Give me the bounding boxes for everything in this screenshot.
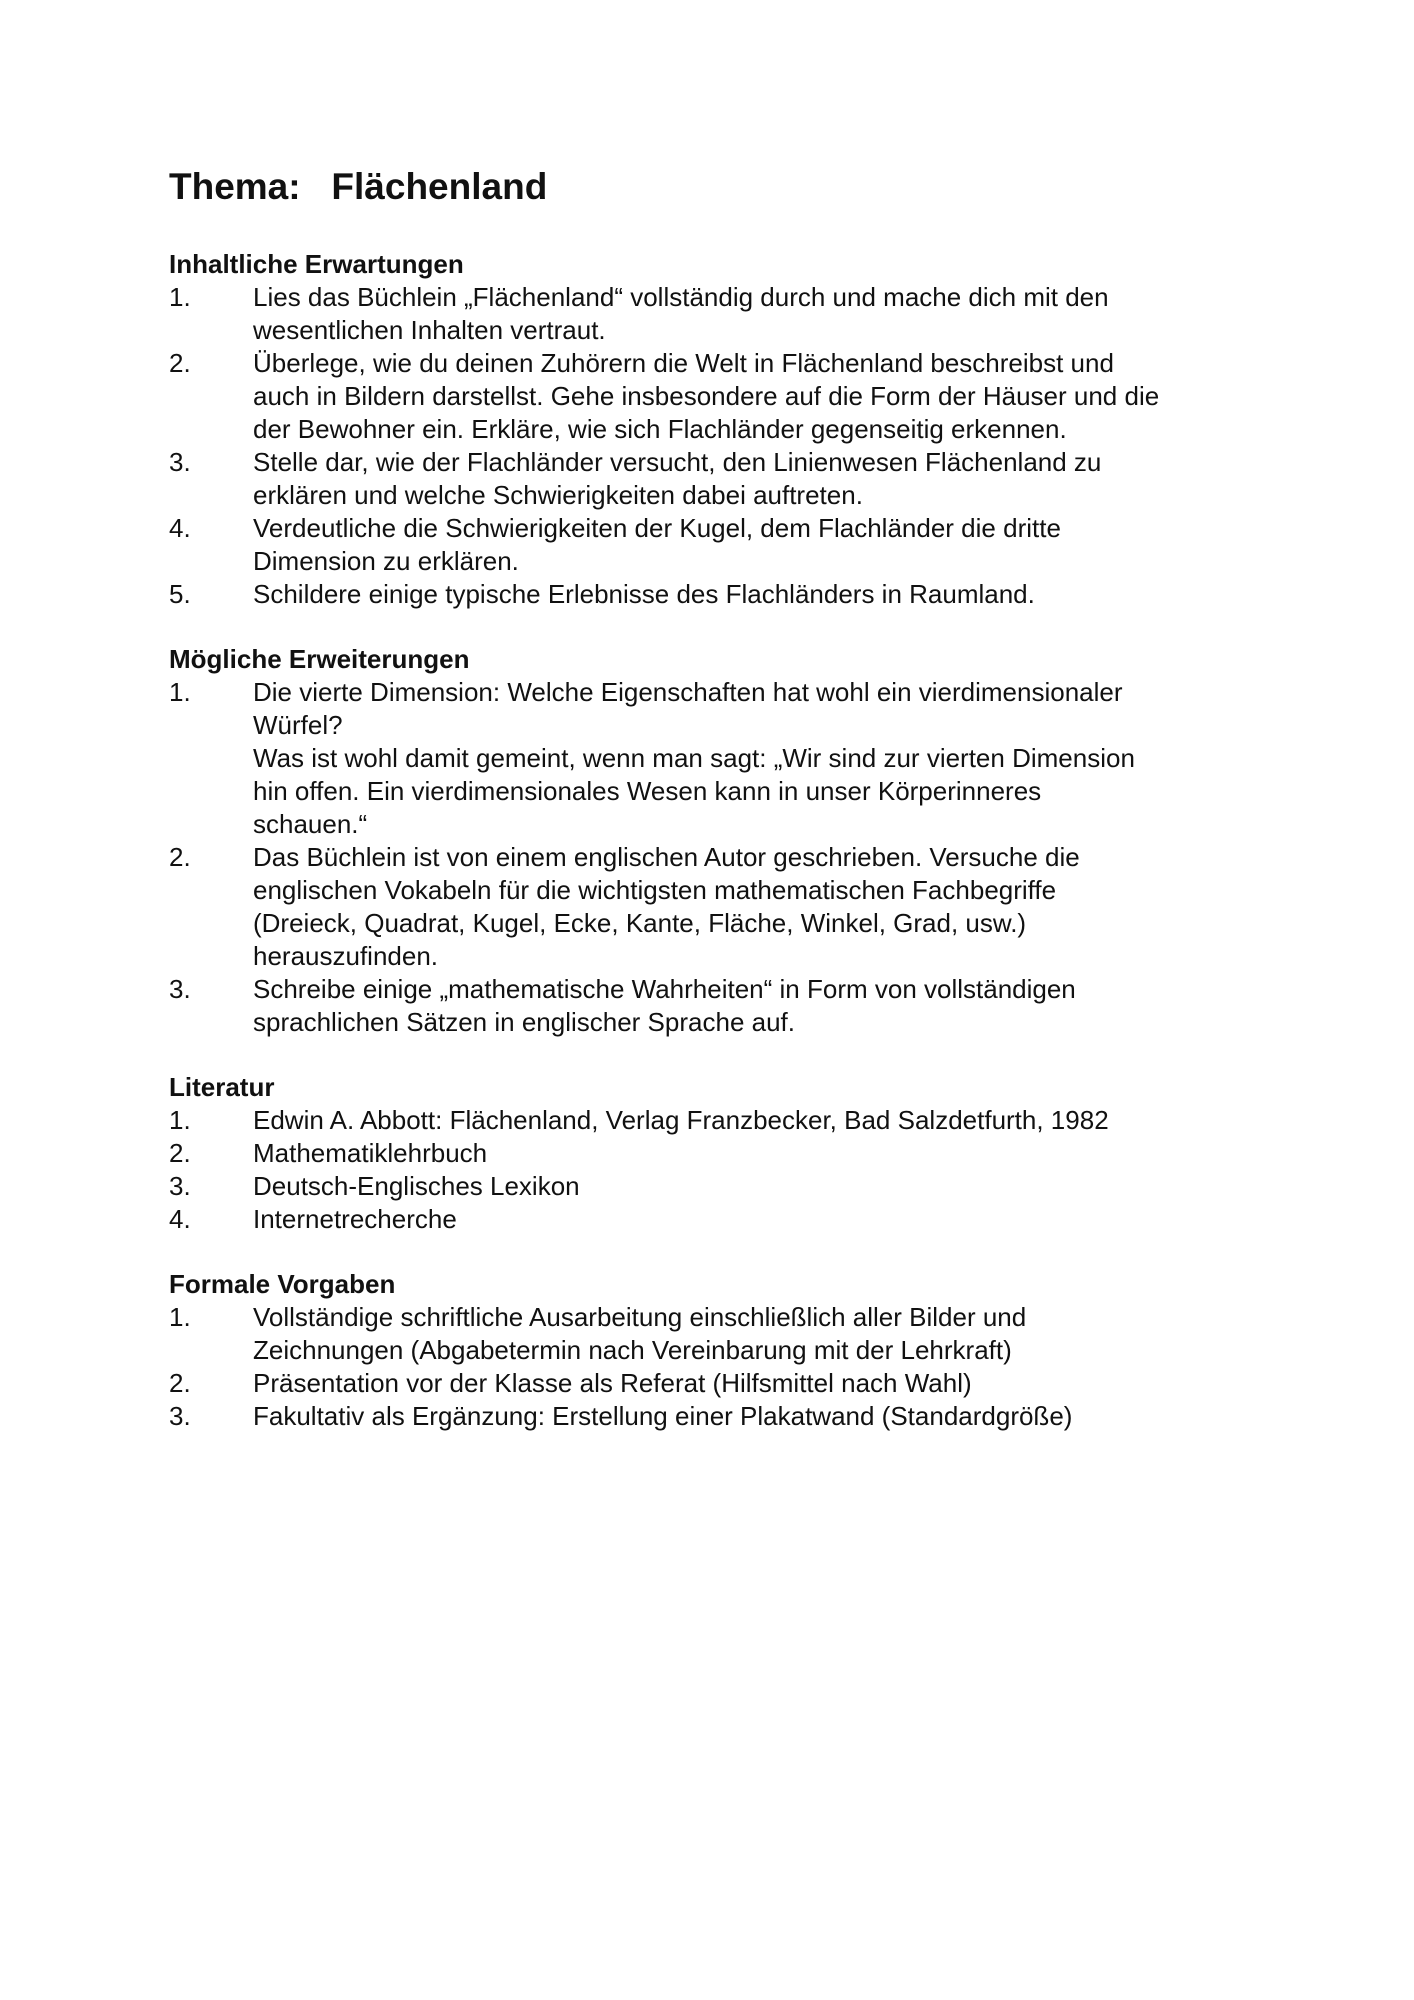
list-item-number: 3.	[169, 1401, 191, 1431]
list-item	[169, 1104, 1289, 1137]
list-item-number: 1.	[169, 1105, 191, 1135]
list-item	[169, 1400, 1289, 1433]
text-line: Vollständige schriftliche Ausarbeitung einschließlich aller Bilder und	[253, 1302, 1027, 1332]
list-item	[169, 841, 1289, 973]
list-item	[169, 578, 1289, 611]
list-item-number: 1.	[169, 677, 191, 707]
list-item-number: 2.	[169, 348, 191, 378]
section	[169, 1071, 1289, 1236]
list-item-text	[253, 1400, 1289, 1433]
section-heading: Formale Vorgaben	[169, 1269, 396, 1299]
list-item-text	[253, 281, 1289, 347]
list-item-text	[253, 1104, 1289, 1137]
list-item-text	[253, 676, 1289, 841]
text-line: Mathematiklehrbuch	[253, 1138, 488, 1168]
text-line: Das Büchlein ist von einem englischen Autor geschrieben. Versuche die	[253, 842, 1080, 872]
list-item-number: 5.	[169, 579, 191, 609]
list-item-text	[253, 1170, 1289, 1203]
text-line: Würfel?	[253, 710, 343, 740]
list-item-text	[253, 347, 1289, 446]
list-item	[169, 281, 1289, 347]
list-item-text	[253, 841, 1289, 973]
text-line: Deutsch-Englisches Lexikon	[253, 1171, 580, 1201]
list-item	[169, 1137, 1289, 1170]
list-item-text	[253, 1367, 1289, 1400]
text-line: Edwin A. Abbott: Flächenland, Verlag Franzbecker, Bad Salzdetfurth, 1982	[253, 1105, 1109, 1135]
list-item-number: 2.	[169, 1368, 191, 1398]
list-item-text	[253, 1203, 1289, 1236]
list-item-number: 1.	[169, 1302, 191, 1332]
list-item	[169, 1301, 1289, 1367]
text-line: wesentlichen Inhalten vertraut.	[253, 315, 606, 345]
page-title: Thema: Flächenland	[169, 166, 548, 207]
list-item-number: 4.	[169, 513, 191, 543]
list-item-text	[253, 1137, 1289, 1170]
text-line: Internetrecherche	[253, 1204, 457, 1234]
list-item	[169, 1170, 1289, 1203]
list-item-text	[253, 512, 1289, 578]
text-line: Verdeutliche die Schwierigkeiten der Kugel, dem Flachländer die dritte	[253, 513, 1061, 543]
section	[169, 1268, 1289, 1433]
numbered-list	[169, 1301, 1289, 1433]
list-item	[169, 347, 1289, 446]
text-line: hin offen. Ein vierdimensionales Wesen kann in unser Körperinneres	[253, 776, 1042, 806]
list-item-text	[253, 446, 1289, 512]
text-line: auch in Bildern darstellst. Gehe insbesondere auf die Form der Häuser und die	[253, 381, 1160, 411]
section-heading: Inhaltliche Erwartungen	[169, 249, 464, 279]
list-item-number: 4.	[169, 1204, 191, 1234]
text-line: erklären und welche Schwierigkeiten dabei auftreten.	[253, 480, 863, 510]
text-line: Stelle dar, wie der Flachländer versucht, den Linienwesen Flächenland zu	[253, 447, 1102, 477]
text-line: Die vierte Dimension: Welche Eigenschaften hat wohl ein vierdimensionaler	[253, 677, 1123, 707]
section	[169, 248, 1289, 611]
numbered-list	[169, 281, 1289, 611]
list-item-number: 2.	[169, 842, 191, 872]
list-item	[169, 512, 1289, 578]
text-line: Zeichnungen (Abgabetermin nach Vereinbarung mit der Lehrkraft)	[253, 1335, 1012, 1365]
section-heading: Mögliche Erweiterungen	[169, 644, 470, 674]
list-item-number: 1.	[169, 282, 191, 312]
numbered-list	[169, 676, 1289, 1039]
text-line: Schreibe einige „mathematische Wahrheiten“ in Form von vollständigen	[253, 974, 1076, 1004]
sections-container	[169, 248, 1289, 1433]
numbered-list	[169, 1104, 1289, 1236]
list-item-text	[253, 1301, 1289, 1367]
text-line: der Bewohner ein. Erkläre, wie sich Flachländer gegenseitig erkennen.	[253, 414, 1067, 444]
text-line: Dimension zu erklären.	[253, 546, 519, 576]
list-item	[169, 1367, 1289, 1400]
text-line: Lies das Büchlein „Flächenland“ vollständig durch und mache dich mit den	[253, 282, 1109, 312]
section-heading: Literatur	[169, 1072, 275, 1102]
list-item	[169, 676, 1289, 841]
list-item	[169, 1203, 1289, 1236]
document-page	[169, 162, 1289, 1465]
text-line: Überlege, wie du deinen Zuhörern die Welt in Flächenland beschreibst und	[253, 348, 1114, 378]
list-item-number: 3.	[169, 447, 191, 477]
list-item-number: 3.	[169, 974, 191, 1004]
text-line: herauszufinden.	[253, 941, 439, 971]
list-item-number: 2.	[169, 1138, 191, 1168]
list-item-number: 3.	[169, 1171, 191, 1201]
text-line: englischen Vokabeln für die wichtigsten mathematischen Fachbegriffe	[253, 875, 1057, 905]
text-line: Präsentation vor der Klasse als Referat (Hilfsmittel nach Wahl)	[253, 1368, 972, 1398]
text-line: (Dreieck, Quadrat, Kugel, Ecke, Kante, Fläche, Winkel, Grad, usw.)	[253, 908, 1027, 938]
text-line: schauen.“	[253, 809, 368, 839]
text-line: sprachlichen Sätzen in englischer Sprache auf.	[253, 1007, 795, 1037]
section	[169, 643, 1289, 1039]
text-line: Schildere einige typische Erlebnisse des Flachländers in Raumland.	[253, 579, 1035, 609]
list-item-text	[253, 973, 1289, 1039]
list-item	[169, 973, 1289, 1039]
text-line: Was ist wohl damit gemeint, wenn man sagt: „Wir sind zur vierten Dimension	[253, 743, 1135, 773]
list-item-text	[253, 578, 1289, 611]
list-item	[169, 446, 1289, 512]
text-line: Fakultativ als Ergänzung: Erstellung einer Plakatwand (Standardgröße)	[253, 1401, 1073, 1431]
